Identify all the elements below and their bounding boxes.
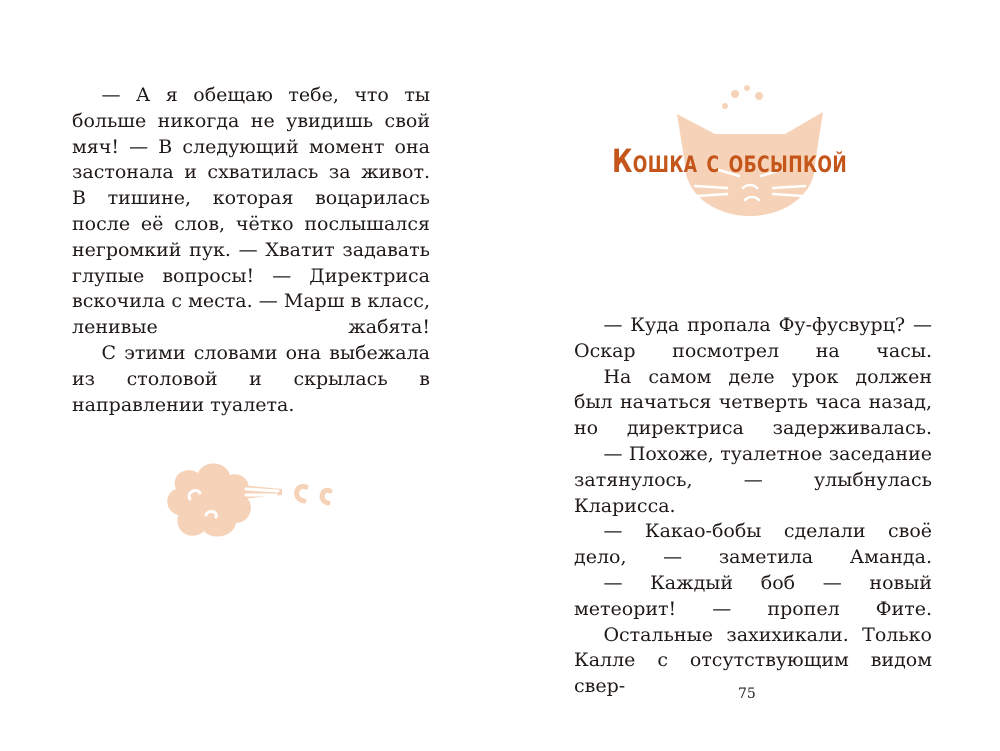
paragraph: — Какао-бобы сделали своё дело, — заметила Аманда. (574, 520, 932, 569)
paragraph: С этими словами она выбежала из столовой и скрылась в направлении туалета. (72, 341, 430, 416)
paragraph: Остальные захихикали. Только Калле с отсутствующим видом свер- (574, 623, 932, 698)
right-page (500, 0, 1000, 751)
puff-of-gas-icon (160, 445, 340, 545)
paragraph: На самом деле урок должен был начаться четверть часа назад, но директриса задерживалась. (574, 365, 932, 440)
paragraph: — А я обещаю тебе, что ты больше никогда не увидишь свой мяч! — В следующий момент она застонала и схватилась за живот. В тишине, которая воцарилась после её слов, чётко послышался негромкий пук. — Хватит задавать глупые вопросы! — Директриса вскочила с места. — Марш в класс, ленивые жабята! (72, 84, 430, 339)
right-page-text (574, 313, 932, 700)
page-number: 75 (738, 686, 756, 702)
paragraph: — Каждый боб — новый метеорит! — пропел Фите. (574, 571, 932, 620)
chapter-title: Кошка с обсыпкой (612, 142, 848, 180)
left-page-text (72, 83, 430, 418)
paragraph: — Похоже, туалетное заседание затянулось, — улыбнулась Кларисса. (574, 442, 932, 517)
paragraph: — Куда пропала Фу-фусвурц? — Оскар посмотрел на часы. (574, 314, 932, 362)
